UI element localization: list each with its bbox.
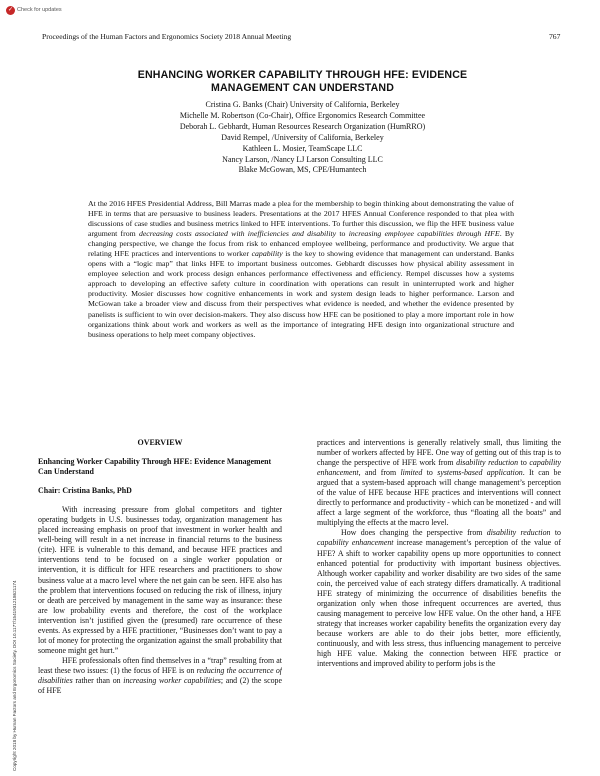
- author: Deborah L. Gebhardt, Human Resources Research Organization (HumRRO): [179, 121, 426, 131]
- title-line-2: MANAGEMENT CAN UNDERSTAND: [210, 82, 395, 94]
- body-paragraph: practices and interventions is generally relatively small, thus limiting the number of workers affected by HFE. One way of getting out of this trap is to change the perspective of HFE work from disability reduction to capability enhancement, and from limited to systems-based application. It can be argued that a system-based approach will change management’s perception of the value of HFE because HFE practices and interventions will connect directly to performance and productivity - which can be monetized - and will affect a large segment of the workforce, thus “floating all the boats” and multiplying the effects at the macro level.: [317, 438, 561, 528]
- author: Nancy Larson, /Nancy LJ Larson Consulting LLC: [222, 154, 383, 164]
- check-for-updates-badge[interactable]: [6, 5, 62, 15]
- right-column: [317, 438, 561, 770]
- author-list: [40, 100, 565, 176]
- author: Cristina G. Banks (Chair) University of California, Berkeley: [205, 100, 400, 109]
- author: David Rempel, /University of California, Berkeley: [221, 132, 384, 142]
- copyright-sidebar: Copyright 2018 by Human Factors and Ergonomics Society. DOI 10.1177/1541931218621174: [12, 580, 17, 771]
- paper-title: [40, 69, 565, 95]
- body-paragraph: With increasing pressure from global competitors and tighter operating budgets in U.S. businesses today, organization management has placed increasing emphasis on proof that investment in worker health and well-being will result in a net increase in financial returns to the business (cite). HFE is vulnerable to this demand, and because HFE practices and interventions tend to be focused on a single worker population or intervention, it is difficult for HFE researchers and practitioners to show business value at a macro level where the net gain can be seen. HFE also has the problem that interventions focused on reducing the risk of illness, injury or death are perceived by management in the same way as insurance: these are low probability events and therefore, the cost of the workplace intervention isn’t justified given the (presumed) rare occurrence of these events. As expressed by a HFE practitioner, “Businesses don’t want to pay a lot of money for protecting the organization against the small probability that someone might get hurt.”: [38, 505, 282, 655]
- check-updates-icon: ✓: [7, 6, 14, 13]
- author: Blake McGowan, MS, CPE/Humantech: [238, 165, 367, 175]
- body-paragraph: How does changing the perspective from disability reduction to capability enhancement increase management’s perception of the value of HFE? A shift to worker capability opens up more opportunities to connect enhanced potential for productivity with important business objectives. Although worker capability and worker disability are two sides of the same coin, the perceived value of each strategy differs dramatically. A traditional HFE strategy of minimizing the occurrence of disabilities benefits the organization only when those infrequent occurrences are averted, thus causing management to perceive low HFE value. On the other hand, a HFE strategy that increases worker capability benefits the organization every day because workers are able to do their jobs better, more efficiently, continuously, and with less stress, thus influencing management to perceive high HFE value. Making the connection between HFE practice or interventions and improved ability to perform jobs is the: [317, 528, 561, 669]
- abstract: At the 2016 HFES Presidential Address, Bill Marras made a plea for the membership to begin thinking about demonstrating the value of HFE in terms that are persuasive to business leaders. Presentations at the 2017 HFES Annual Conference responded to that plea with discussions of case studies and business metrics linked to HFE interventions. To further this discussion, we flip the HFE business value argument from decreasing costs associated with inefficiencies and disability to increasing employee capabilities through HFE. By changing perspective, we change the focus from risk to enhanced employee wellbeing, performance and productivity. We argue that relating HFE practices and interventions to worker capability is the key to showing evidence that management can understand. Banks opens with a “logic map” that links HFE to important business outcomes. Gebhardt discusses how physical ability assessment in employee selection and work process design enhances performance effectiveness and efficiency. Rempel discusses how a systems approach to developing an effective safety culture in coordination with operations can result in uninterrupted work and higher productivity. Mosier discusses how cognitive enhancements in work and system design leads to higher performance. Larson and McGowan take a broader view and discuss from their perspectives what evidence is needed, and whether the evidence presented by panelists is sufficient to win over decision-makers. They also discuss how HFE can be positioned to play a more important role in how organizations think about work and workers as well as the importance of integrating HFE design into organizational structure and business operations to help meet company objectives.: [88, 199, 514, 339]
- chair-heading: Chair: Cristina Banks, PhD: [38, 486, 132, 496]
- page-number: 767: [549, 32, 561, 41]
- author: Kathleen L. Mosier, TeamScape LLC: [242, 143, 363, 153]
- body-paragraph: HFE professionals often find themselves in a “trap” resulting from at least these two issues: (1) the focus of HFE is on reducing the occurrence of disabilities rather than on increasing worker capabilities; and (2) the scope of HFE: [38, 655, 282, 696]
- author: Michelle M. Robertson (Co-Chair), Office Ergonomics Research Committee: [179, 110, 426, 120]
- subsection-heading: Enhancing Worker Capability Through HFE: Evidence Management Can Understand: [38, 457, 272, 477]
- title-line-1: ENHANCING WORKER CAPABILITY THROUGH HFE: EVIDENCE: [137, 69, 468, 81]
- running-header: Proceedings of the Human Factors and Ergonomics Society 2018 Annual Meeting: [42, 32, 292, 41]
- left-column: [38, 438, 282, 768]
- badge-label: Check for updates: [17, 7, 62, 13]
- section-heading: OVERVIEW: [137, 438, 183, 447]
